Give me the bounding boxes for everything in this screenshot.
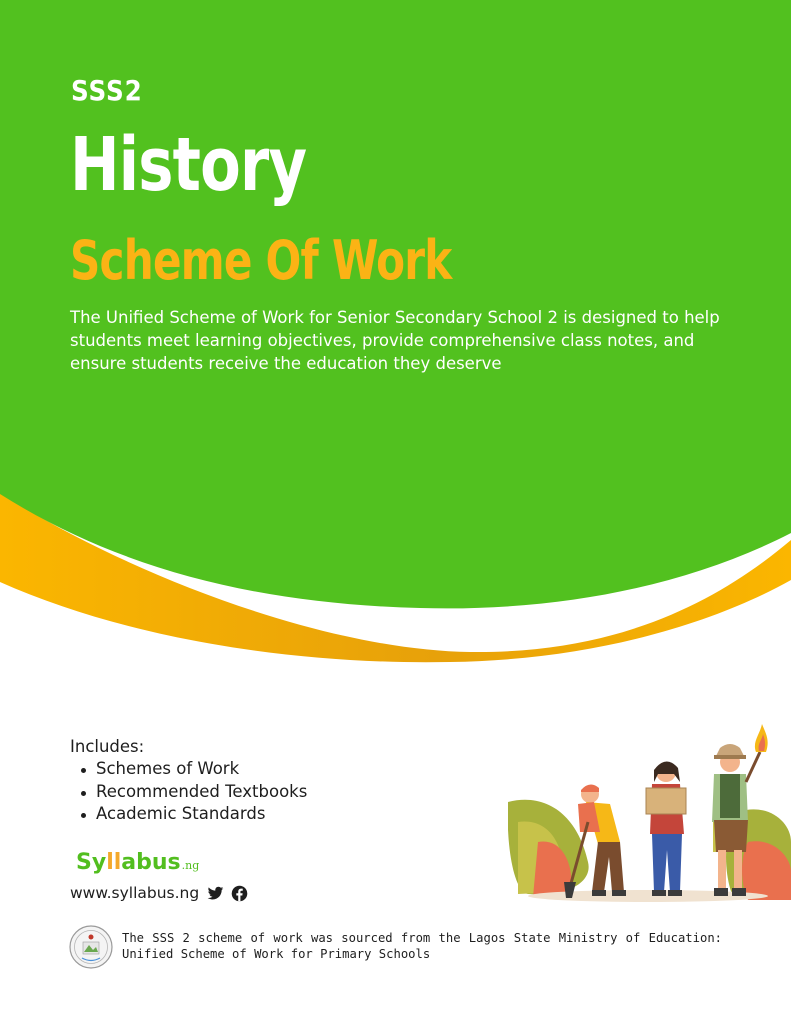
page-title: History bbox=[70, 122, 307, 208]
description-text: The Unified Scheme of Work for Senior Secondary School 2 is designed to help students meet learning objectives, provide comprehensive class notes, and ensure students receive the education they deserve bbox=[70, 308, 720, 373]
includes-list bbox=[70, 758, 307, 826]
syllabus-logo[interactable] bbox=[76, 852, 199, 874]
list-item: Recommended Textbooks bbox=[70, 781, 307, 804]
includes-heading: Includes: bbox=[70, 737, 145, 756]
twitter-icon[interactable] bbox=[207, 885, 224, 902]
source-note: The SSS 2 scheme of work was sourced from the Lagos State Ministry of Education: Unified Scheme of Work for Primary Schools bbox=[122, 931, 722, 961]
logo-suffix: .ng bbox=[181, 859, 200, 872]
logo-text-end: abus bbox=[121, 850, 181, 875]
website-link[interactable]: www.syllabus.ng bbox=[70, 884, 200, 902]
explorers-illustration bbox=[508, 722, 791, 902]
page-subtitle: Scheme Of Work bbox=[70, 229, 452, 292]
logo-text-start: Sy bbox=[76, 850, 107, 875]
includes-section bbox=[70, 736, 307, 826]
list-item: Academic Standards bbox=[70, 803, 307, 826]
grade-label: SSS2 bbox=[71, 74, 143, 107]
contact-row bbox=[70, 884, 248, 902]
list-item: Schemes of Work bbox=[70, 758, 307, 781]
facebook-icon[interactable] bbox=[231, 885, 248, 902]
ministry-seal-icon bbox=[69, 925, 113, 969]
logo-mark: ll bbox=[106, 850, 122, 875]
